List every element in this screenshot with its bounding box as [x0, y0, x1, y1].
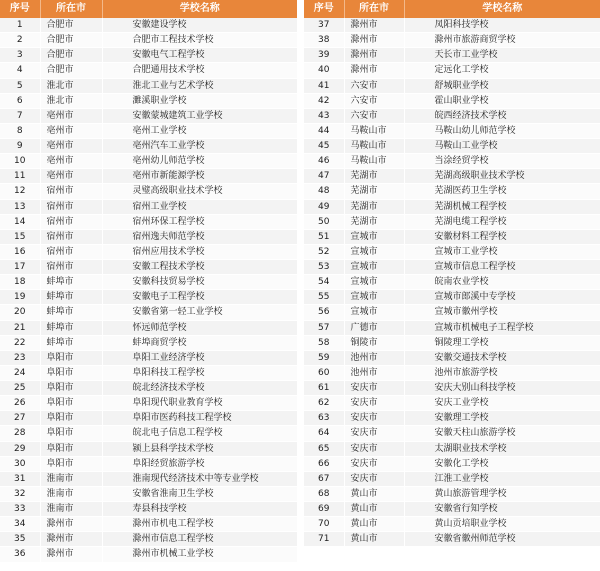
table-row — [0, 63, 297, 78]
row-number: 56 — [304, 305, 344, 320]
row-number: 61 — [304, 381, 344, 396]
row-number: 20 — [0, 305, 40, 320]
row-number: 6 — [0, 93, 40, 108]
table-row — [304, 154, 600, 169]
row-city: 蚌埠市 — [40, 320, 102, 335]
table-row — [304, 78, 600, 93]
row-number: 57 — [304, 320, 344, 335]
row-number: 65 — [304, 441, 344, 456]
table-row — [304, 18, 600, 33]
row-city: 宿州市 — [40, 260, 102, 275]
row-number: 7 — [0, 108, 40, 123]
row-number: 2 — [0, 33, 40, 48]
row-city: 亳州市 — [40, 108, 102, 123]
row-school: 芜湖机械工程学校 — [404, 199, 600, 214]
row-number: 26 — [0, 396, 40, 411]
table-row — [0, 381, 297, 396]
row-number: 16 — [0, 244, 40, 259]
row-city: 淮南市 — [40, 502, 102, 517]
table-row — [0, 502, 297, 517]
row-city: 黄山市 — [344, 502, 404, 517]
table-row — [0, 33, 297, 48]
row-city: 马鞍山市 — [344, 139, 404, 154]
row-city: 宣城市 — [344, 275, 404, 290]
row-school: 马鞍山幼儿师范学校 — [404, 123, 600, 138]
row-number: 38 — [304, 33, 344, 48]
table-row — [0, 108, 297, 123]
table-row — [304, 335, 600, 350]
row-number: 50 — [304, 214, 344, 229]
school-table-right — [304, 0, 600, 547]
table-row — [0, 365, 297, 380]
row-city: 合肥市 — [40, 48, 102, 63]
table-row — [304, 411, 600, 426]
table-row — [304, 48, 600, 63]
row-number: 11 — [0, 169, 40, 184]
table-header-row — [0, 0, 297, 18]
row-school: 亳州工业学校 — [102, 123, 297, 138]
row-city: 安庆市 — [344, 471, 404, 486]
header-school: 学校名称 — [102, 0, 297, 18]
row-school: 宿州逸夫师范学校 — [102, 229, 297, 244]
row-number: 54 — [304, 275, 344, 290]
row-school: 宿州应用技术学校 — [102, 244, 297, 259]
row-number: 14 — [0, 214, 40, 229]
row-city: 蚌埠市 — [40, 275, 102, 290]
header-school: 学校名称 — [404, 0, 600, 18]
row-city: 宿州市 — [40, 229, 102, 244]
table-row — [304, 108, 600, 123]
row-number: 66 — [304, 456, 344, 471]
table-row — [0, 305, 297, 320]
row-school: 安徽材料工程学校 — [404, 229, 600, 244]
table-row — [304, 214, 600, 229]
table-row — [0, 320, 297, 335]
row-number: 37 — [304, 18, 344, 33]
row-school: 亳州汽车工业学校 — [102, 139, 297, 154]
table-row — [304, 456, 600, 471]
row-number: 53 — [304, 260, 344, 275]
row-school: 舒城职业学校 — [404, 78, 600, 93]
row-city: 亳州市 — [40, 139, 102, 154]
row-city: 淮北市 — [40, 93, 102, 108]
header-no: 序号 — [0, 0, 40, 18]
row-school: 蚌埠商贸学校 — [102, 335, 297, 350]
row-city: 宣城市 — [344, 305, 404, 320]
row-city: 安庆市 — [344, 381, 404, 396]
row-school: 亳州幼儿师范学校 — [102, 154, 297, 169]
row-school: 凤阳科技学校 — [404, 18, 600, 33]
row-city: 亳州市 — [40, 154, 102, 169]
row-number: 70 — [304, 517, 344, 532]
table-row — [304, 381, 600, 396]
row-school: 皖南农业学校 — [404, 275, 600, 290]
row-city: 宣城市 — [344, 290, 404, 305]
table-row — [0, 78, 297, 93]
row-city: 宣城市 — [344, 229, 404, 244]
row-school: 安徽理工学校 — [404, 411, 600, 426]
row-number: 39 — [304, 48, 344, 63]
table-row — [0, 184, 297, 199]
table-header-row — [304, 0, 600, 18]
row-number: 30 — [0, 456, 40, 471]
row-number: 58 — [304, 335, 344, 350]
row-number: 8 — [0, 123, 40, 138]
row-school: 阜阳工业经济学校 — [102, 350, 297, 365]
row-city: 阜阳市 — [40, 365, 102, 380]
row-number: 40 — [304, 63, 344, 78]
row-school: 安徽化工学校 — [404, 456, 600, 471]
table-row — [304, 396, 600, 411]
table-row — [0, 48, 297, 63]
table-row — [304, 199, 600, 214]
row-school: 定远化工学校 — [404, 63, 600, 78]
row-city: 阜阳市 — [40, 426, 102, 441]
table-row — [304, 139, 600, 154]
row-number: 55 — [304, 290, 344, 305]
header-city: 所在市 — [40, 0, 102, 18]
row-city: 宣城市 — [344, 244, 404, 259]
row-city: 安庆市 — [344, 441, 404, 456]
row-number: 45 — [304, 139, 344, 154]
table-row — [304, 184, 600, 199]
table-row — [0, 411, 297, 426]
table-row — [304, 532, 600, 547]
row-city: 合肥市 — [40, 63, 102, 78]
table-row — [0, 123, 297, 138]
row-city: 蚌埠市 — [40, 335, 102, 350]
row-number: 48 — [304, 184, 344, 199]
row-city: 阜阳市 — [40, 396, 102, 411]
row-number: 60 — [304, 365, 344, 380]
row-number: 22 — [0, 335, 40, 350]
row-city: 淮南市 — [40, 486, 102, 501]
table-row — [0, 517, 297, 532]
row-city: 阜阳市 — [40, 350, 102, 365]
row-city: 亳州市 — [40, 169, 102, 184]
row-city: 安庆市 — [344, 396, 404, 411]
table-row — [0, 486, 297, 501]
row-school: 宣城市工业学校 — [404, 244, 600, 259]
row-city: 铜陵市 — [344, 335, 404, 350]
table-row — [0, 532, 297, 547]
table-row — [304, 471, 600, 486]
row-city: 安庆市 — [344, 426, 404, 441]
row-city: 淮南市 — [40, 471, 102, 486]
row-number: 24 — [0, 365, 40, 380]
row-school: 池州市旅游学校 — [404, 365, 600, 380]
row-number: 32 — [0, 486, 40, 501]
table-row — [0, 396, 297, 411]
row-number: 17 — [0, 260, 40, 275]
row-city: 滁州市 — [344, 18, 404, 33]
table-row — [304, 290, 600, 305]
table-row — [0, 18, 297, 33]
table-row — [0, 229, 297, 244]
row-school: 亳州市新能源学校 — [102, 169, 297, 184]
row-number: 25 — [0, 381, 40, 396]
row-city: 滁州市 — [344, 48, 404, 63]
table-row — [304, 33, 600, 48]
row-city: 亳州市 — [40, 123, 102, 138]
row-number: 44 — [304, 123, 344, 138]
row-city: 宿州市 — [40, 244, 102, 259]
row-school: 安徽交通技术学校 — [404, 350, 600, 365]
row-school: 安徽省第一轻工业学校 — [102, 305, 297, 320]
row-school: 阜阳现代职业教育学校 — [102, 396, 297, 411]
row-school: 淮北工业与艺术学校 — [102, 78, 297, 93]
row-city: 阜阳市 — [40, 441, 102, 456]
row-school: 霍山职业学校 — [404, 93, 600, 108]
table-row — [304, 426, 600, 441]
table-row — [304, 229, 600, 244]
row-city: 广德市 — [344, 320, 404, 335]
row-city: 池州市 — [344, 350, 404, 365]
row-city: 滁州市 — [344, 63, 404, 78]
row-school: 安徽天柱山旅游学校 — [404, 426, 600, 441]
row-city: 安庆市 — [344, 456, 404, 471]
row-school: 阜阳市医药科技工程学校 — [102, 411, 297, 426]
row-number: 31 — [0, 471, 40, 486]
row-school: 安徽省行知学校 — [404, 502, 600, 517]
row-school: 安庆工业学校 — [404, 396, 600, 411]
row-school: 黄山贡培职业学校 — [404, 517, 600, 532]
table-row — [0, 244, 297, 259]
row-number: 34 — [0, 517, 40, 532]
header-city: 所在市 — [344, 0, 404, 18]
row-number: 18 — [0, 275, 40, 290]
row-number: 15 — [0, 229, 40, 244]
row-school: 安庆大别山科技学校 — [404, 381, 600, 396]
row-school: 阜阳科技工程学校 — [102, 365, 297, 380]
row-city: 马鞍山市 — [344, 123, 404, 138]
table-row — [0, 441, 297, 456]
row-city: 滁州市 — [40, 517, 102, 532]
row-number: 10 — [0, 154, 40, 169]
row-number: 33 — [0, 502, 40, 517]
row-school: 芜湖高级职业技术学校 — [404, 169, 600, 184]
row-city: 滁州市 — [40, 532, 102, 547]
table-row — [304, 305, 600, 320]
row-school: 阜阳经贸旅游学校 — [102, 456, 297, 471]
row-school: 安徽电子工程学校 — [102, 290, 297, 305]
row-city: 六安市 — [344, 93, 404, 108]
row-number: 35 — [0, 532, 40, 547]
row-school: 合肥市工程技术学校 — [102, 33, 297, 48]
row-school: 寿县科技学校 — [102, 502, 297, 517]
row-number: 23 — [0, 350, 40, 365]
row-school: 宣城市信息工程学校 — [404, 260, 600, 275]
row-city: 淮北市 — [40, 78, 102, 93]
table-row — [0, 290, 297, 305]
row-number: 47 — [304, 169, 344, 184]
row-city: 蚌埠市 — [40, 290, 102, 305]
row-number: 69 — [304, 502, 344, 517]
row-city: 芜湖市 — [344, 184, 404, 199]
row-number: 5 — [0, 78, 40, 93]
row-city: 宿州市 — [40, 199, 102, 214]
table-row — [0, 426, 297, 441]
row-number: 62 — [304, 396, 344, 411]
row-city: 马鞍山市 — [344, 154, 404, 169]
table-row — [0, 335, 297, 350]
row-city: 安庆市 — [344, 411, 404, 426]
table-row — [0, 169, 297, 184]
table-row — [0, 275, 297, 290]
row-school: 滁州市机电工程学校 — [102, 517, 297, 532]
table-row — [0, 93, 297, 108]
row-school: 合肥通用技术学校 — [102, 63, 297, 78]
row-number: 3 — [0, 48, 40, 63]
row-school: 宣城市机械电子工程学校 — [404, 320, 600, 335]
table-row — [0, 139, 297, 154]
table-row — [0, 214, 297, 229]
row-school: 芜湖医药卫生学校 — [404, 184, 600, 199]
table-row — [0, 547, 297, 562]
row-city: 黄山市 — [344, 532, 404, 547]
table-row — [304, 441, 600, 456]
row-city: 芜湖市 — [344, 214, 404, 229]
row-city: 阜阳市 — [40, 411, 102, 426]
row-number: 59 — [304, 350, 344, 365]
row-school: 安徽工程技术学校 — [102, 260, 297, 275]
table-body-left — [0, 18, 297, 562]
row-number: 68 — [304, 486, 344, 501]
row-school: 芜湖电缆工程学校 — [404, 214, 600, 229]
row-number: 36 — [0, 547, 40, 562]
row-school: 太湖职业技术学校 — [404, 441, 600, 456]
row-city: 蚌埠市 — [40, 305, 102, 320]
row-number: 64 — [304, 426, 344, 441]
row-number: 49 — [304, 199, 344, 214]
row-school: 皖北经济技术学校 — [102, 381, 297, 396]
table-row — [0, 471, 297, 486]
row-city: 滁州市 — [344, 33, 404, 48]
row-city: 芜湖市 — [344, 169, 404, 184]
row-number: 9 — [0, 139, 40, 154]
row-number: 46 — [304, 154, 344, 169]
row-school: 宣城市徽州学校 — [404, 305, 600, 320]
row-school: 安徽蒙城建筑工业学校 — [102, 108, 297, 123]
row-city: 六安市 — [344, 78, 404, 93]
table-row — [304, 63, 600, 78]
row-number: 19 — [0, 290, 40, 305]
row-city: 宣城市 — [344, 260, 404, 275]
row-number: 43 — [304, 108, 344, 123]
row-number: 52 — [304, 244, 344, 259]
row-school: 安徽科技贸易学校 — [102, 275, 297, 290]
table-row — [304, 365, 600, 380]
row-city: 六安市 — [344, 108, 404, 123]
table-row — [304, 486, 600, 501]
row-city: 宿州市 — [40, 184, 102, 199]
row-number: 67 — [304, 471, 344, 486]
row-city: 芜湖市 — [344, 199, 404, 214]
row-school: 安徽省淮南卫生学校 — [102, 486, 297, 501]
row-city: 黄山市 — [344, 486, 404, 501]
table-row — [304, 260, 600, 275]
table-row — [304, 275, 600, 290]
table-row — [304, 123, 600, 138]
row-school: 滁州市旅游商贸学校 — [404, 33, 600, 48]
row-city: 黄山市 — [344, 517, 404, 532]
table-row — [304, 320, 600, 335]
row-number: 12 — [0, 184, 40, 199]
row-number: 4 — [0, 63, 40, 78]
row-school: 怀远师范学校 — [102, 320, 297, 335]
table-row — [0, 154, 297, 169]
row-school: 铜陵理工学校 — [404, 335, 600, 350]
row-school: 安徽省徽州师范学校 — [404, 532, 600, 547]
row-number: 28 — [0, 426, 40, 441]
row-city: 滁州市 — [40, 547, 102, 562]
row-city: 阜阳市 — [40, 381, 102, 396]
table-body-right — [304, 18, 600, 547]
row-school: 滁州市信息工程学校 — [102, 532, 297, 547]
row-school: 天长市工业学校 — [404, 48, 600, 63]
row-number: 13 — [0, 199, 40, 214]
table-row — [0, 199, 297, 214]
table-row — [304, 517, 600, 532]
row-school: 马鞍山工业学校 — [404, 139, 600, 154]
row-city: 合肥市 — [40, 33, 102, 48]
row-number: 63 — [304, 411, 344, 426]
row-school: 黄山旅游管理学校 — [404, 486, 600, 501]
header-no: 序号 — [304, 0, 344, 18]
school-table-left — [0, 0, 297, 563]
row-school: 皖西经济技术学校 — [404, 108, 600, 123]
row-school: 宣城市郎溪中专学校 — [404, 290, 600, 305]
table-row — [0, 456, 297, 471]
row-school: 当涂经贸学校 — [404, 154, 600, 169]
table-row — [304, 244, 600, 259]
row-number: 51 — [304, 229, 344, 244]
row-school: 淮南现代经济技术中等专业学校 — [102, 471, 297, 486]
row-city: 阜阳市 — [40, 456, 102, 471]
row-number: 29 — [0, 441, 40, 456]
row-number: 42 — [304, 93, 344, 108]
row-city: 池州市 — [344, 365, 404, 380]
table-row — [0, 260, 297, 275]
row-school: 宿州环保工程学校 — [102, 214, 297, 229]
row-school: 安徽建设学校 — [102, 18, 297, 33]
row-number: 21 — [0, 320, 40, 335]
row-city: 宿州市 — [40, 214, 102, 229]
row-school: 灵璧高级职业技术学校 — [102, 184, 297, 199]
table-row — [304, 350, 600, 365]
row-school: 颍上县科学技术学校 — [102, 441, 297, 456]
row-number: 71 — [304, 532, 344, 547]
row-school: 江淮工业学校 — [404, 471, 600, 486]
table-row — [304, 169, 600, 184]
row-school: 安徽电气工程学校 — [102, 48, 297, 63]
row-school: 滁州市机械工业学校 — [102, 547, 297, 562]
row-school: 皖北电子信息工程学校 — [102, 426, 297, 441]
row-city: 合肥市 — [40, 18, 102, 33]
table-row — [304, 502, 600, 517]
row-school: 宿州工业学校 — [102, 199, 297, 214]
table-row — [0, 350, 297, 365]
row-number: 41 — [304, 78, 344, 93]
row-number: 1 — [0, 18, 40, 33]
row-school: 濉溪职业学校 — [102, 93, 297, 108]
row-number: 27 — [0, 411, 40, 426]
table-row — [304, 93, 600, 108]
